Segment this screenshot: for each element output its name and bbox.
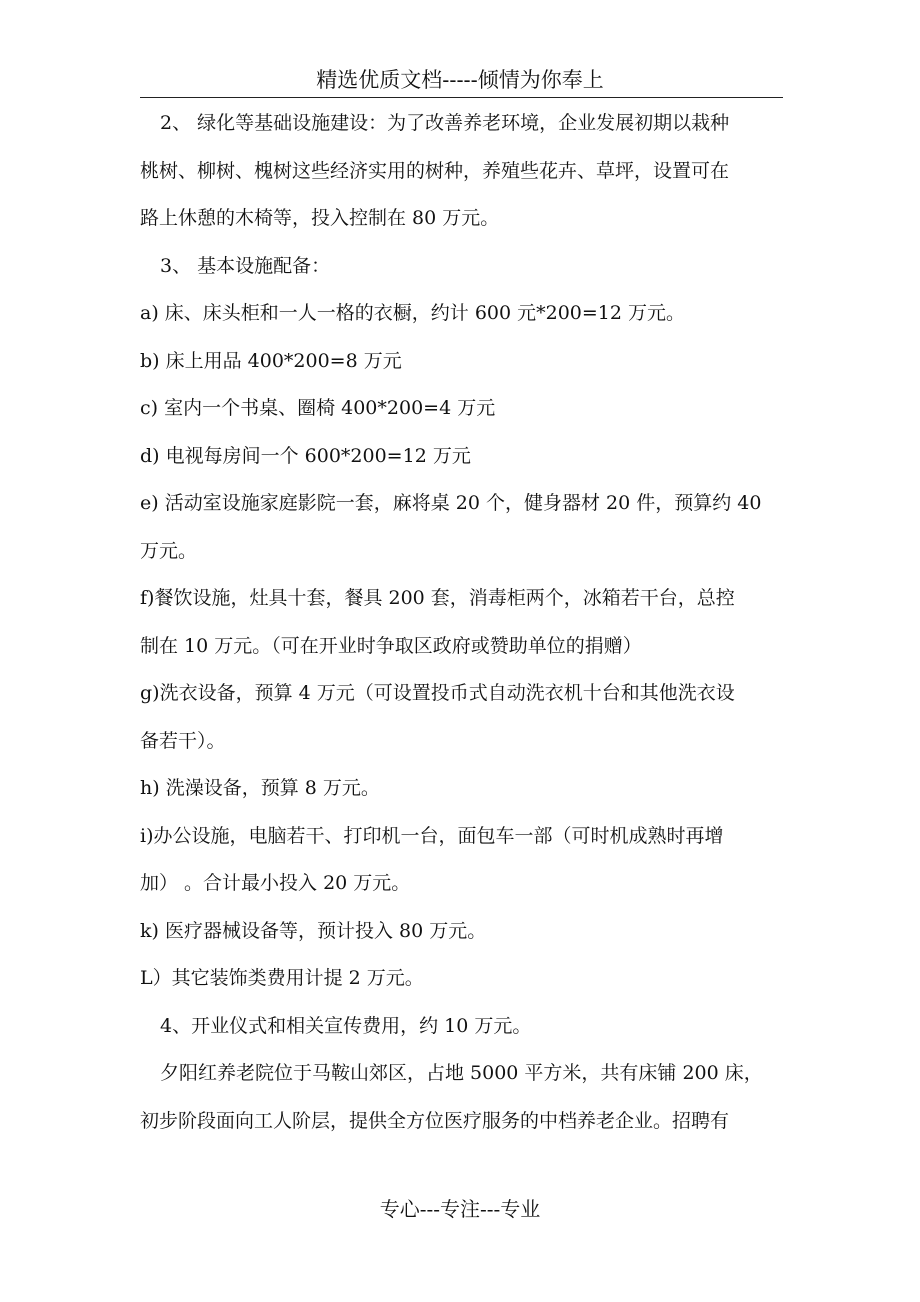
- list-item-g: [140, 674, 785, 769]
- text-line: g)洗衣设备，预算 4 万元（可设置投币式自动洗衣机十台和其他洗衣设: [140, 682, 735, 704]
- list-item-e: [140, 484, 785, 579]
- paragraph-opening-ceremony: [140, 1007, 785, 1055]
- text-line: 桃树、柳树、槐树这些经济实用的树种，养殖些花卉、草坪，设置可在: [140, 159, 730, 182]
- text-line: 备若干）。: [140, 729, 226, 752]
- text-line: 2、 绿化等基础设施建设：为了改善养老环境，企业发展初期以栽种: [160, 112, 730, 134]
- text-line: 夕阳红养老院位于马鞍山郊区，占地 5000 平方米，共有床铺 200 床，: [160, 1062, 763, 1084]
- text-line: f)餐饮设施，灶具十套，餐具 200 套，消毒柜两个，冰箱若干台，总控: [140, 587, 735, 609]
- list-item-l: [140, 959, 785, 1007]
- paragraph-nursing-home-intro: [140, 1054, 785, 1149]
- text-line: k) 医疗器械设备等，预计投入 80 万元。: [140, 919, 487, 942]
- page-header: 精选优质文档-----倾情为你奉上: [316, 68, 604, 92]
- list-item-b: [140, 342, 785, 390]
- paragraph-facilities-heading: [140, 247, 785, 295]
- page-footer: 专心---专注---专业: [379, 1197, 541, 1221]
- text-line: 4、开业仪式和相关宣传费用，约 10 万元。: [160, 1014, 532, 1037]
- text-line: c) 室内一个书桌、圈椅 400*200=4 万元: [140, 397, 496, 419]
- paragraph-greening: [140, 104, 785, 247]
- list-item-i: [140, 817, 785, 912]
- text-line: d) 电视每房间一个 600*200=12 万元: [140, 444, 471, 467]
- text-line: 初步阶段面向工人阶层，提供全方位医疗服务的中档养老企业。招聘有: [140, 1109, 730, 1132]
- text-line: e) 活动室设施家庭影院一套，麻将桌 20 个，健身器材 20 件，预算约 40: [140, 492, 762, 514]
- list-item-a: [140, 294, 785, 342]
- list-item-f: [140, 579, 785, 674]
- text-line: b) 床上用品 400*200=8 万元: [140, 349, 402, 372]
- text-line: 3、 基本设施配备：: [160, 254, 331, 277]
- text-line: h) 洗澡设备，预算 8 万元。: [140, 777, 380, 799]
- text-line: a) 床、床头柜和一人一格的衣橱，约计 600 元*200=12 万元。: [140, 302, 686, 324]
- text-line: 万元。: [140, 539, 198, 562]
- list-item-c: [140, 389, 785, 437]
- text-line: i)办公设施，电脑若干、打印机一台，面包车一部（可时机成熟时再增: [140, 824, 724, 847]
- list-item-k: [140, 912, 785, 960]
- list-item-d: [140, 437, 785, 485]
- document-body: [140, 104, 785, 1149]
- header-rule: [140, 97, 783, 98]
- text-line: L）其它装饰类费用计提 2 万元。: [140, 967, 424, 989]
- list-item-h: [140, 769, 785, 817]
- text-line: 加） 。合计最小投入 20 万元。: [140, 872, 411, 894]
- text-line: 路上休憩的木椅等，投入控制在 80 万元。: [140, 207, 500, 229]
- text-line: 制在 10 万元。（可在开业时争取区政府或赞助单位的捐赠）: [140, 634, 642, 657]
